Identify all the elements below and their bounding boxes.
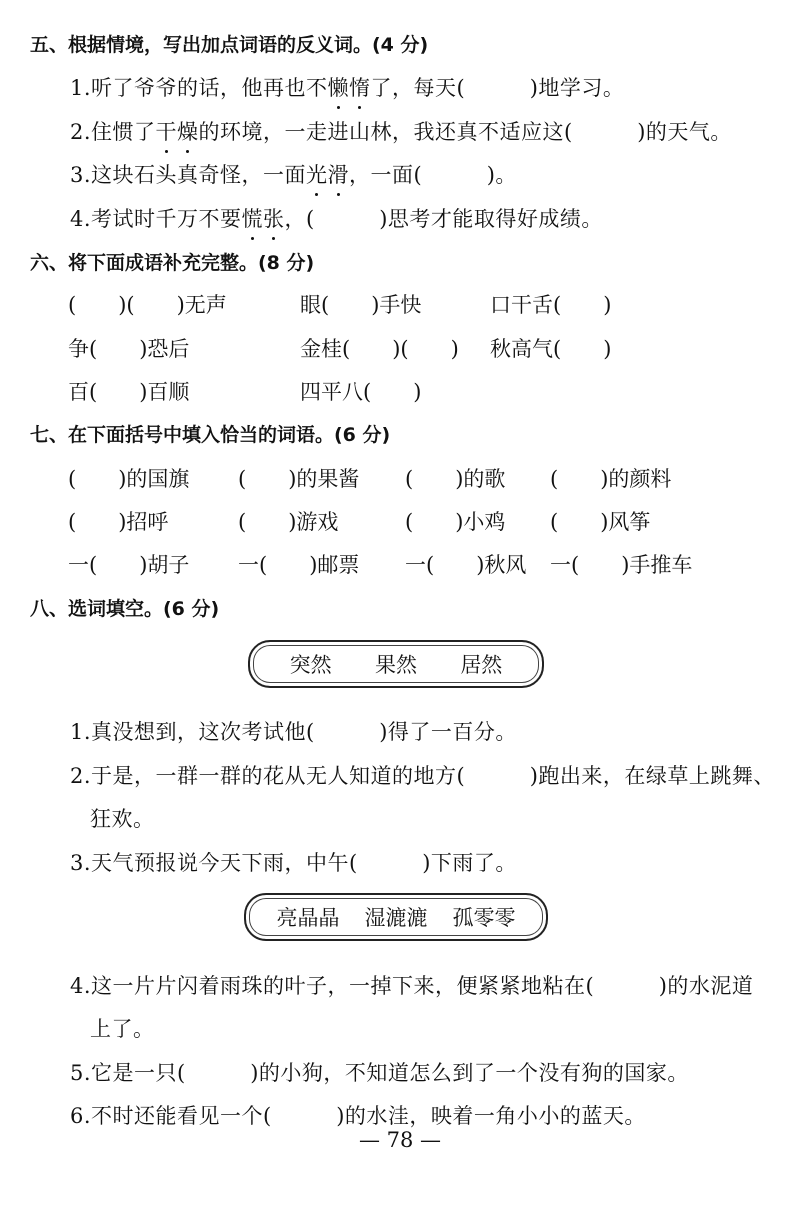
word-choice-box-1 [248,640,544,688]
s5-q3-text-b: ，一面( )。 [349,163,517,187]
section-8-title: 八、选词填空。(6 分) [30,598,220,620]
idiom-2: 眼( )手快 [300,293,422,317]
fill-phrase-1: ( )的国旗 [68,467,190,491]
s8-question-4-line-2: 上了。 [90,1017,155,1041]
idiom-8: 四平八( ) [300,380,422,404]
emphasized-char: 光 [306,159,328,189]
s5-question-2 [70,116,732,146]
idiom-5: 金桂( )( ) [300,337,459,361]
s5-question-4 [70,203,603,233]
fill-phrase-2: ( )的果酱 [238,467,360,491]
fill-phrase-4: ( )的颜料 [550,467,672,491]
s5-q2-dotted-word [156,120,199,144]
idiom-6: 秋高气( ) [490,337,612,361]
fill-phrase-7: ( )小鸡 [405,510,506,534]
idiom-7: 百( )百顺 [68,380,190,404]
s5-q2-text-a: 2.住惯了 [70,120,156,144]
word-choice-2: 果然 [374,653,417,677]
section-6-title: 六、将下面成语补充完整。(8 分) [30,252,315,274]
emphasized-char: 惰 [349,72,371,102]
s8-question-2-line-2: 狂欢。 [90,807,155,831]
s8-question-4-line-1: 4.这一片片闪着雨珠的叶子，一掉下来，便紧紧地粘在( )的水泥道 [70,974,754,998]
s5-question-1 [70,72,624,102]
fill-phrase-3: ( )的歌 [405,467,506,491]
word-choice-1: 突然 [289,653,332,677]
s5-q3-text-a: 3.这块石头真奇怪，一面 [70,163,307,187]
idiom-4: 争( )恐后 [68,337,190,361]
emphasized-char: 燥 [177,116,199,146]
word-choice-3: 居然 [460,653,503,677]
emphasized-char: 慌 [242,203,264,233]
s8-question-6: 6.不时还能看见一个( )的水洼，映着一角小小的蓝天。 [70,1104,646,1128]
word-choice-4: 亮晶晶 [276,906,340,930]
section-5-title: 五、根据情境，写出加点词语的反义词。(4 分) [30,34,429,56]
s5-q4-dotted-word [242,207,285,231]
fill-phrase-12: 一( )手推车 [550,553,693,577]
word-choice-6: 孤零零 [452,906,516,930]
fill-phrase-5: ( )招呼 [68,510,169,534]
s5-question-3 [70,159,517,189]
s5-q1-text-b: 了，每天( )地学习。 [370,76,625,100]
word-choice-5: 湿漉漉 [364,906,428,930]
page-number: — 78 — [358,1128,442,1152]
s8-question-3: 3.天气预报说今天下雨，中午( )下雨了。 [70,851,517,875]
emphasized-char: 滑 [328,159,350,189]
s8-question-1: 1.真没想到，这次考试他( )得了一百分。 [70,720,517,744]
fill-phrase-10: 一( )邮票 [238,553,360,577]
fill-phrase-11: 一( )秋风 [405,553,527,577]
emphasized-char: 懒 [328,72,350,102]
idiom-1: ( )( )无声 [68,293,227,317]
s8-question-2-line-1: 2.于是，一群一群的花从无人知道的地方( )跑出来，在绿草上跳舞、 [70,764,775,788]
word-choice-box-2 [244,893,548,941]
section-7-title: 七、在下面括号中填入恰当的词语。(6 分) [30,424,391,446]
s5-q1-dotted-word [328,76,371,100]
fill-phrase-9: 一( )胡子 [68,553,190,577]
s5-q3-dotted-word [306,163,349,187]
emphasized-char: 张 [263,203,285,233]
s5-q4-text-a: 4.考试时千万不要 [70,207,242,231]
fill-phrase-8: ( )风筝 [550,510,651,534]
s8-question-5: 5.它是一只( )的小狗，不知道怎么到了一个没有狗的国家。 [70,1061,689,1085]
s5-q4-text-b: ，( )思考才能取得好成绩。 [284,207,603,231]
fill-phrase-6: ( )游戏 [238,510,339,534]
idiom-3: 口干舌( ) [490,293,612,317]
s5-q2-text-b: 的环境，一走进山林，我还真不适应这( )的天气。 [198,120,732,144]
emphasized-char: 干 [156,116,178,146]
s5-q1-text-a: 1.听了爷爷的话，他再也不 [70,76,328,100]
